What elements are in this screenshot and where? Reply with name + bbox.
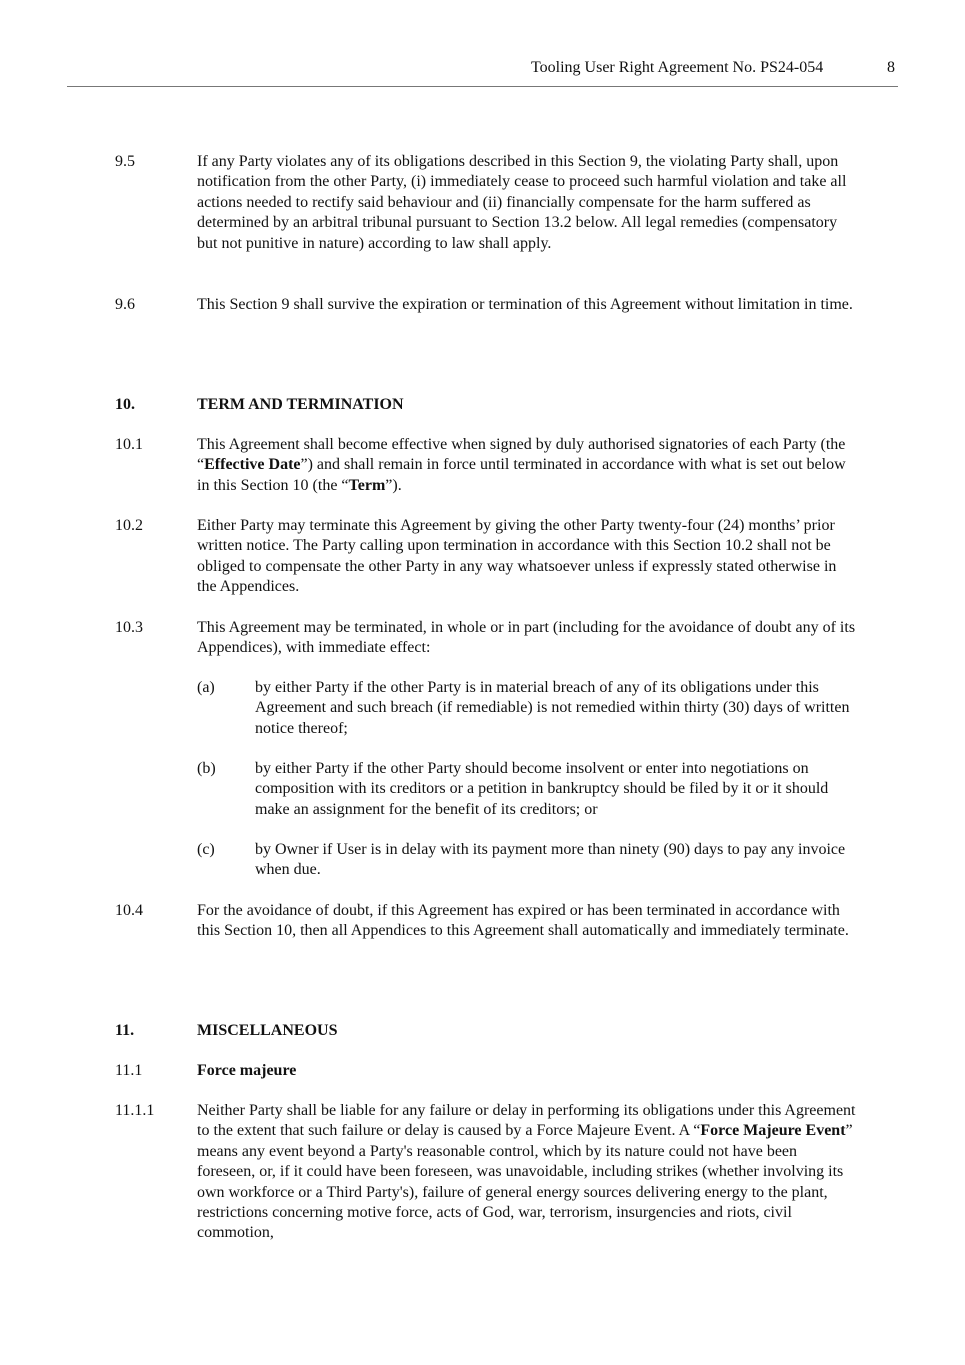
clause-number: 9.5	[115, 153, 135, 170]
clause-text	[197, 1101, 857, 1244]
clause-number: 11.1.1	[115, 1102, 155, 1119]
text-segment: This Agreement shall become effective when signed by duly authorised signatories of each Party (the “	[197, 436, 846, 474]
clause-text	[255, 759, 857, 820]
clause-text	[197, 516, 857, 598]
bold-term: MISCELLANEOUS	[197, 1022, 338, 1039]
text-segment: ”) and shall remain in force until terminated in accordance with what is set out below in this Section 10 (the “	[197, 456, 846, 494]
clause-number: 10.2	[115, 517, 143, 534]
text-segment: If any Party violates any of its obligations described in this Section 9, the violating Party shall, upon notification from the other Party, (i) immediately cease to proceed such harmful violation and take all actions needed to rectify said behaviour and (ii) financially compensate for the harm suffered as determined by an arbitral tribunal pursuant to Section 13.2 below. All legal remedies (compensatory but not punitive in nature) according to law shall apply.	[197, 153, 847, 252]
header-rule	[67, 86, 898, 87]
clause-text	[197, 295, 857, 315]
clause-text	[197, 152, 857, 254]
clause-text	[197, 901, 857, 942]
text-segment: ”).	[385, 476, 402, 494]
clause-number: 10.4	[115, 902, 143, 919]
text-segment: Either Party may terminate this Agreement by giving the other Party twenty-four (24) months’ prior written notice. The Party calling upon termination in accordance with this Section 10.2 shall not be obliged to compensate the other Party in any way whatsoever unless if expressly stated otherwise in the Appendices.	[197, 517, 837, 596]
bold-term: Effective Date	[204, 456, 301, 474]
clause-text	[197, 618, 857, 659]
clause-text	[255, 840, 857, 881]
clause-number: (c)	[197, 841, 215, 858]
text-segment: by either Party if the other Party should become insolvent or enter into negotiations on composition with its creditors or a petition in bankruptcy should be filed by it or it should make an assignment for the benefit of its creditors; or	[255, 760, 829, 818]
text-segment: For the avoidance of doubt, if this Agreement has expired or has been terminated in accordance with this Section 10, then all Appendices to this Agreement shall automatically and immediately terminate.	[197, 902, 849, 940]
clause-number: 10.	[115, 396, 135, 413]
clause-text	[197, 435, 857, 496]
page-number: 8	[887, 59, 895, 76]
text-segment: This Section 9 shall survive the expiration or termination of this Agreement without limitation in time.	[197, 296, 853, 313]
clause-text	[197, 1021, 857, 1041]
text-segment: ” means any event beyond a Party's reasonable control, which by its nature could not have been foreseen, or, if it could have been foreseen, was unavoidable, including strikes (whether involving its own workforce or a Third Party's), failure of general energy sources delivering energy to the plant, restrictions concerning motive force, acts of God, war, terrorism, insurgencies and riots, civil commotion,	[197, 1122, 853, 1242]
clause-number: 11.	[115, 1022, 135, 1039]
text-segment: by Owner if User is in delay with its payment more than ninety (90) days to pay any invoice when due.	[255, 841, 846, 879]
clause-text	[197, 1061, 857, 1081]
bold-term: TERM AND TERMINATION	[197, 396, 404, 413]
text-segment: Neither Party shall be liable for any failure or delay in performing its obligations under this Agreement to the extent that such failure or delay is caused by a Force Majeure Event. A “	[197, 1102, 856, 1140]
clause-number: (a)	[197, 679, 215, 696]
clause-number: (b)	[197, 760, 216, 777]
bold-term: Term	[348, 476, 386, 494]
running-header-title: Tooling User Right Agreement No. PS24-054	[531, 59, 824, 76]
clause-number: 9.6	[115, 296, 135, 313]
clause-number: 10.3	[115, 619, 143, 636]
clause-text	[255, 678, 857, 739]
bold-term: Force Majeure Event	[700, 1122, 846, 1140]
bold-term: Force majeure	[197, 1062, 297, 1079]
text-segment: This Agreement may be terminated, in whole or in part (including for the avoidance of doubt any of its Appendices), with immediate effect:	[197, 619, 856, 657]
text-segment: by either Party if the other Party is in material breach of any of its obligations under this Agreement and such breach (if remediable) is not remedied within thirty (30) days of written notice thereof;	[255, 679, 850, 737]
clause-text	[197, 395, 857, 415]
clause-number: 11.1	[115, 1062, 143, 1079]
clause-number: 10.1	[115, 436, 143, 453]
